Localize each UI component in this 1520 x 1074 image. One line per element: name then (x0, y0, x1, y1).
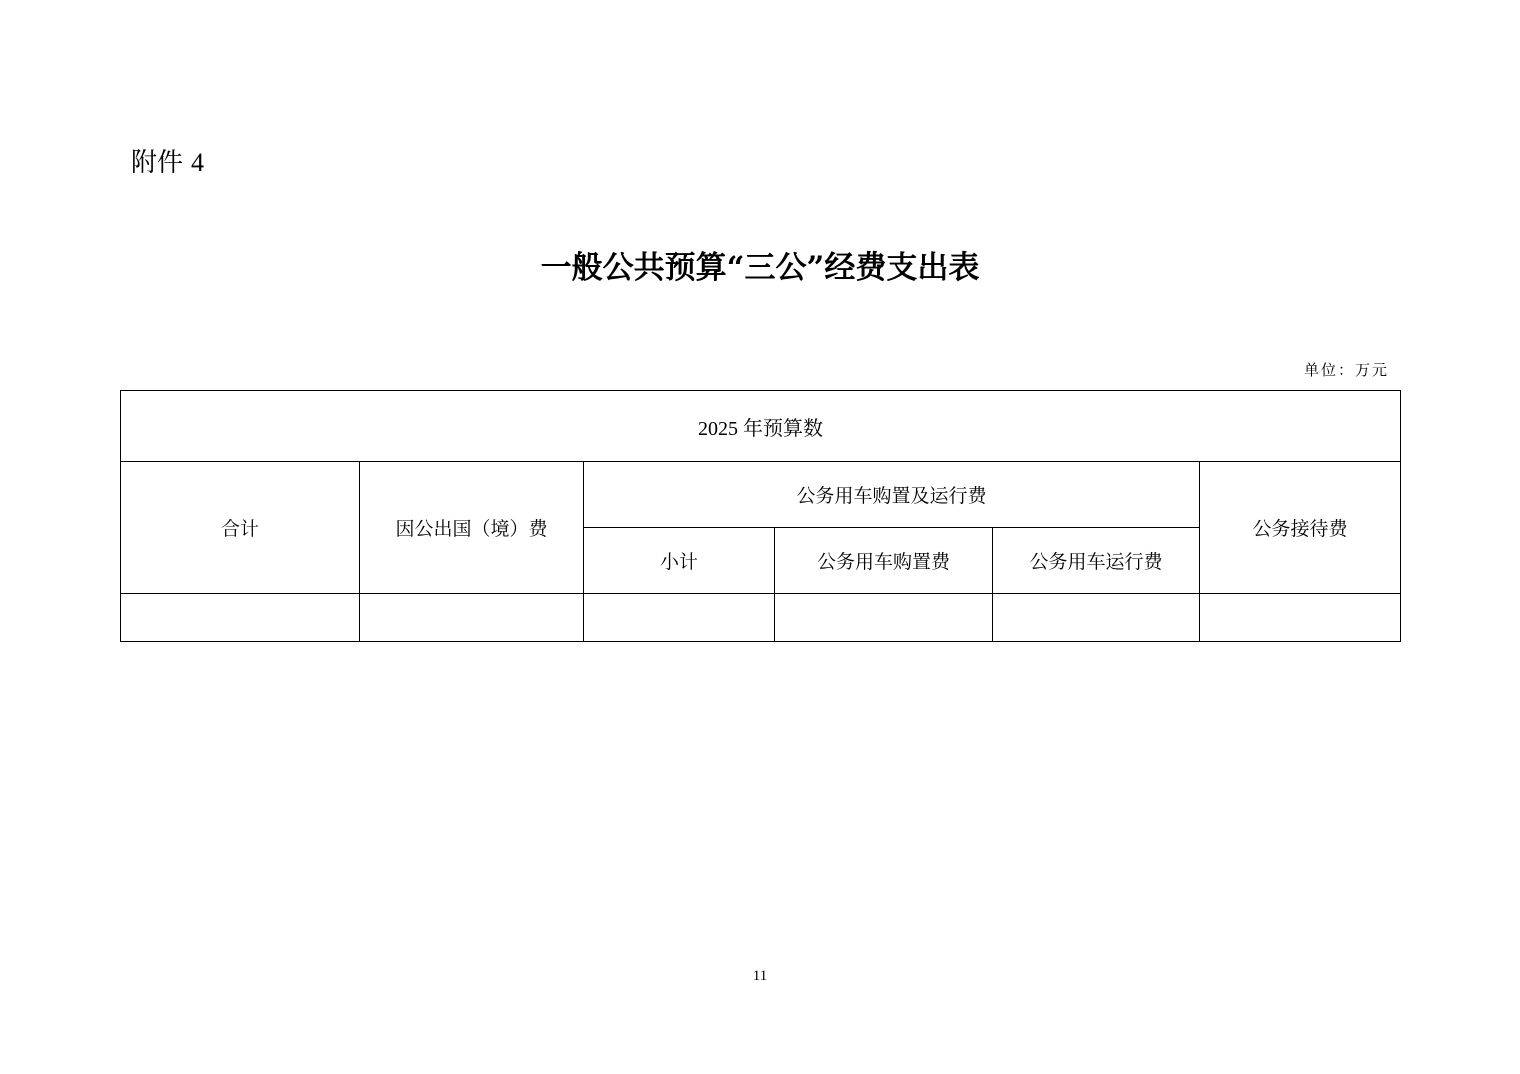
data-cell-vehicle-purchase (775, 594, 993, 642)
attachment-number: 4 (191, 148, 205, 177)
header-reception-cell: 公务接待费 (1200, 462, 1401, 594)
header-total-cell: 合计 (121, 462, 360, 594)
data-cell-reception (1200, 594, 1401, 642)
page-number: 11 (752, 968, 768, 984)
header-subtotal-cell: 小计 (584, 528, 775, 594)
data-cell-abroad (360, 594, 584, 642)
header-vehicle-purchase-cell: 公务用车购置费 (775, 528, 993, 594)
data-cell-subtotal (584, 594, 775, 642)
header-abroad-cell: 因公出国（境）费 (360, 462, 584, 594)
header-vehicle-operation-cell: 公务用车运行费 (993, 528, 1200, 594)
table-header-row-year (121, 391, 1401, 462)
table-header-row-main (121, 462, 1401, 528)
unit-label: 单位：万元 (1303, 361, 1389, 379)
budget-table (120, 390, 1401, 642)
header-vehicle-group-cell: 公务用车购置及运行费 (584, 462, 1200, 528)
page-title: 一般公共预算“三公”经费支出表 (540, 250, 980, 286)
data-cell-total (121, 594, 360, 642)
table-row (121, 594, 1401, 642)
attachment-label (131, 143, 204, 183)
attachment-text: 附件 (131, 148, 184, 178)
data-cell-vehicle-operation (993, 594, 1200, 642)
header-year-cell: 2025 年预算数 (121, 391, 1401, 462)
